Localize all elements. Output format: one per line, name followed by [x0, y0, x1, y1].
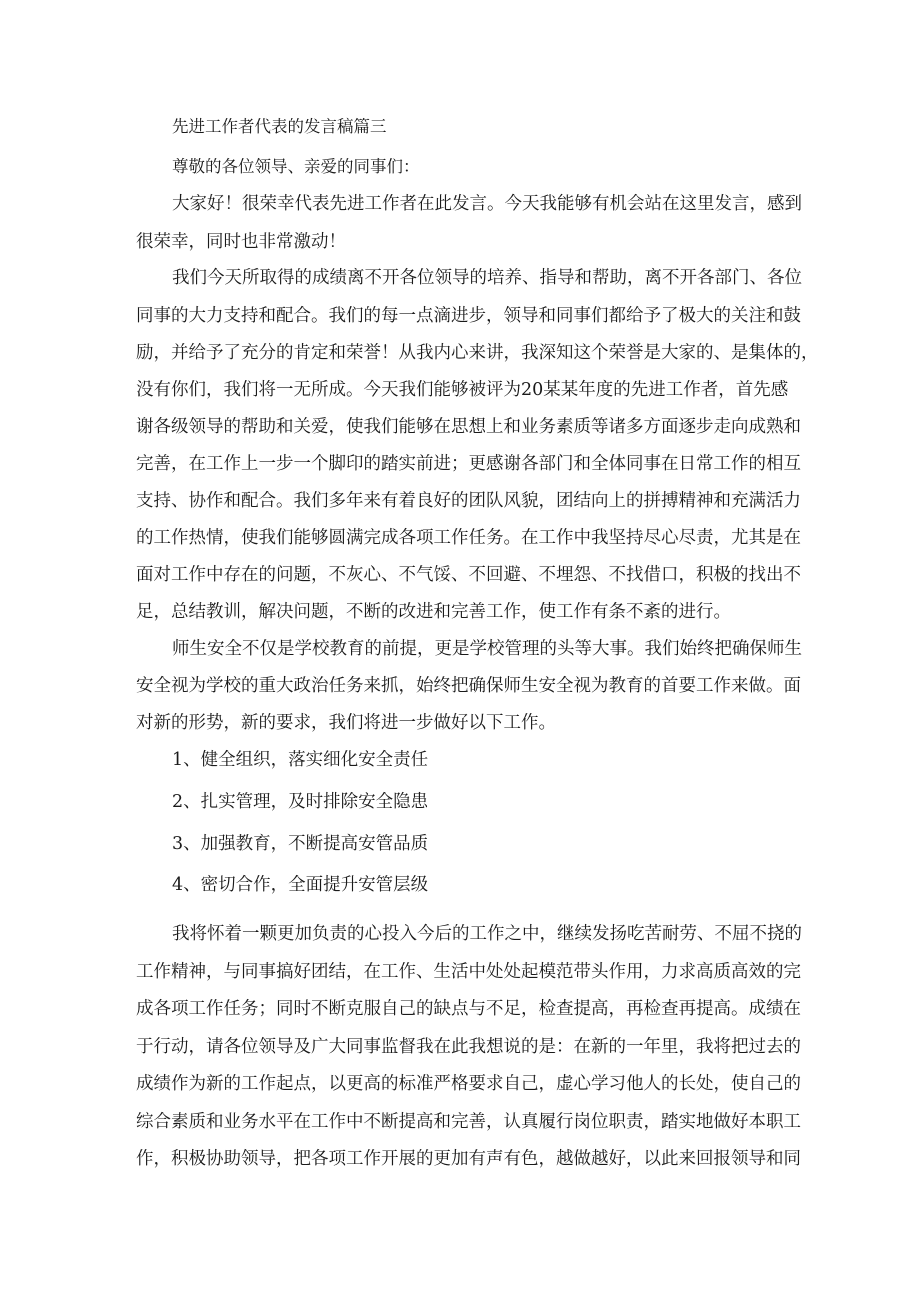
- paragraph4-line: 工作精神，与同事搞好团结，在工作、生活中处处起模范带头作用，力求高质高效的完: [136, 962, 801, 982]
- paragraph2-line: 我们今天所取得的成绩离不开各位领导的培养、指导和帮助，离不开各部门、各位: [172, 268, 802, 288]
- paragraph4-line: 作，积极协助领导，把各项工作开展的更加有声有色，越做越好，以此来回报领导和同: [136, 1149, 801, 1169]
- paragraph4-line: 于行动，请各位领导及广大同事监督我在此我想说的是：在新的一年里，我将把过去的: [136, 1037, 801, 1057]
- paragraph3-line: 对新的形势，新的要求，我们将进一步做好以下工作。: [136, 713, 556, 733]
- paragraph1-line: 很荣幸，同时也非常激动！: [136, 232, 346, 252]
- paragraph3-line: 安全视为学校的重大政治任务来抓，始终把确保师生安全视为教育的首要工作来做。面: [136, 676, 801, 696]
- paragraph4-line: 成绩作为新的工作起点，以更高的标准严格要求自己，虚心学习他人的长处，使自己的: [136, 1074, 801, 1094]
- list-item: 2、扎实管理，及时排除安全隐患: [172, 792, 429, 812]
- paragraph4-line: 综合素质和业务水平在工作中不断提高和完善，认真履行岗位职责，踏实地做好本职工: [136, 1112, 801, 1132]
- salutation: 尊敬的各位领导、亲爱的同事们：: [172, 157, 420, 176]
- paragraph1-line: 大家好！很荣幸代表先进工作者在此发言。今天我能够有机会站在这里发言，感到: [172, 194, 802, 214]
- paragraph2-line: 的工作热情，使我们能够圆满完成各项工作任务。在工作中我坚持尽心尽责，尤其是在: [136, 528, 801, 548]
- list-item: 1、健全组织，落实细化安全责任: [172, 750, 429, 770]
- paragraph2-line: 没有你们，我们将一无所成。今天我们能够被评为20某某年度的先进工作者，首先感: [136, 380, 789, 400]
- paragraph2-line: 足，总结教训，解决问题，不断的改进和完善工作，使工作有条不紊的进行。: [136, 602, 731, 622]
- paragraph2-line: 面对工作中存在的问题，不灰心、不气馁、不回避、不埋怨、不找借口，积极的找出不: [136, 565, 801, 585]
- document-title: 先进工作者代表的发言稿篇三: [172, 117, 387, 136]
- paragraph2-line: 完善，在工作上一步一个脚印的踏实前进；更感谢各部门和全体同事在日常工作的相互: [136, 454, 801, 474]
- list-item: 3、加强教育，不断提高安管品质: [172, 834, 429, 854]
- paragraph3-line: 师生安全不仅是学校教育的前提，更是学校管理的头等大事。我们始终把确保师生: [172, 639, 802, 659]
- paragraph2-line: 励，并给予了充分的肯定和荣誉！从我内心来讲，我深知这个荣誉是大家的、是集体的，: [136, 343, 819, 363]
- paragraph4-line: 成各项工作任务；同时不断克服自己的缺点与不足，检查提高，再检查再提高。成绩在: [136, 999, 801, 1019]
- paragraph4-line: 我将怀着一颗更加负责的心投入今后的工作之中，继续发扬吃苦耐劳、不屈不挠的: [172, 924, 802, 944]
- list-item: 4、密切合作，全面提升安管层级: [172, 875, 429, 895]
- paragraph2-line: 支持、协作和配合。我们多年来有着良好的团队风貌，团结向上的拼搏精神和充满活力: [136, 491, 801, 511]
- paragraph2-line: 谢各级领导的帮助和关爱，使我们能够在思想上和业务素质等诸多方面逐步走向成熟和: [136, 417, 801, 437]
- paragraph2-line: 同事的大力支持和配合。我们的每一点滴进步，领导和同事们都给予了极大的关注和鼓: [136, 306, 801, 326]
